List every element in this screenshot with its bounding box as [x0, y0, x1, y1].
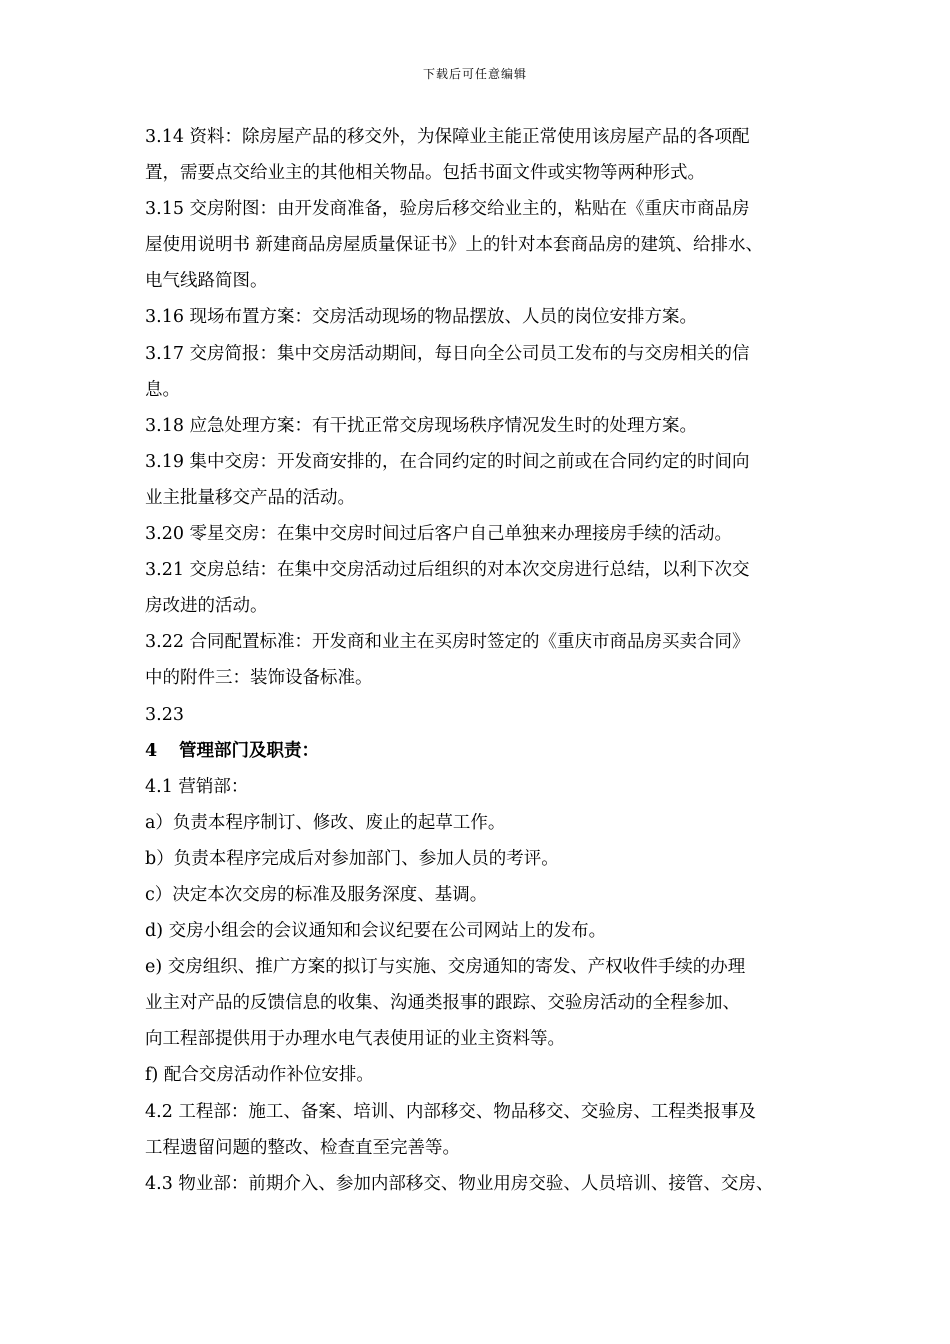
paragraph-line: 工程遗留问题的整改、检查直至完善等。 [145, 1137, 460, 1158]
section-title: 管理部门及职责： [179, 740, 319, 761]
paragraph-line: 屋使用说明书 新建商品房屋质量保证书》上的针对本套商品房的建筑、给排水、 [145, 235, 764, 256]
paragraph-line: 3.23 [145, 704, 184, 725]
paragraph-line: 3.21 交房总结：在集中交房活动过后组织的对本次交房进行总结，以利下次交 [145, 560, 750, 581]
page-header: 下载后可任意编辑 [422, 67, 527, 81]
section-heading [145, 733, 825, 769]
paragraph-line: 3.18 应急处理方案：有干扰正常交房现场秩序情况发生时的处理方案。 [145, 415, 698, 436]
paragraph-line: 息。 [145, 379, 180, 400]
paragraph-line: d) 交房小组会的会议通知和会议纪要在公司网站上的发布。 [145, 921, 607, 942]
paragraph-line: 3.15 交房附图：由开发商准备，验房后移交给业主的，粘贴在《重庆市商品房 [145, 199, 750, 220]
paragraph-line: 业主批量移交产品的活动。 [145, 487, 355, 508]
paragraph-line: 置，需要点交给业主的其他相关物品。包括书面文件或实物等两种形式。 [145, 163, 705, 184]
paragraph-line: 3.19 集中交房：开发商安排的，在合同约定的时间之前或在合同约定的时间向 [145, 451, 750, 472]
paragraph-line: 3.14 资料：除房屋产品的移交外，为保障业主能正常使用该房屋产品的各项配 [145, 127, 750, 147]
paragraph-line: 4.2 工程部：施工、备案、培训、内部移交、物品移交、交验房、工程类报事及 [145, 1101, 756, 1122]
paragraph-line: b）负责本程序完成后对参加部门、参加人员的考评。 [145, 848, 559, 869]
paragraph-line: 电气线路简图。 [145, 271, 268, 292]
paragraph-line: 业主对产品的反馈信息的收集、沟通类报事的跟踪、交验房活动的全程参加、 [145, 993, 740, 1014]
paragraph-line: f) 配合交房活动作补位安排。 [145, 1065, 374, 1086]
section-number: 4 [145, 740, 158, 761]
paragraph-line: 3.17 交房简报：集中交房活动期间，每日向全公司员工发布的与交房相关的信 [145, 343, 750, 364]
document-body [145, 119, 825, 1202]
paragraph-line: 3.22 合同配置标准：开发商和业主在买房时签定的《重庆市商品房买卖合同》 [145, 632, 750, 653]
paragraph-line: 3.20 零星交房：在集中交房时间过后客户自己单独来办理接房手续的活动。 [145, 524, 733, 545]
paragraph-line: 向工程部提供用于办理水电气表使用证的业主资料等。 [145, 1029, 565, 1050]
paragraph-line: c）决定本次交房的标准及服务深度、基调。 [145, 884, 488, 905]
paragraph-line: 4.1 营销部： [145, 776, 249, 797]
paragraph-line: a）负责本程序制订、修改、废止的起草工作。 [145, 812, 506, 833]
paragraph-line: 中的附件三：装饰设备标准。 [145, 668, 373, 689]
paragraph-line: 3.16 现场布置方案：交房活动现场的物品摆放、人员的岗位安排方案。 [145, 307, 698, 328]
paragraph-line: 4.3 物业部：前期介入、参加内部移交、物业用房交验、人员培训、接管、交房、 [145, 1173, 774, 1194]
paragraph-line: 房改进的活动。 [145, 596, 268, 617]
paragraph-line: e) 交房组织、推广方案的拟订与实施、交房通知的寄发、产权收件手续的办理 [145, 957, 746, 978]
